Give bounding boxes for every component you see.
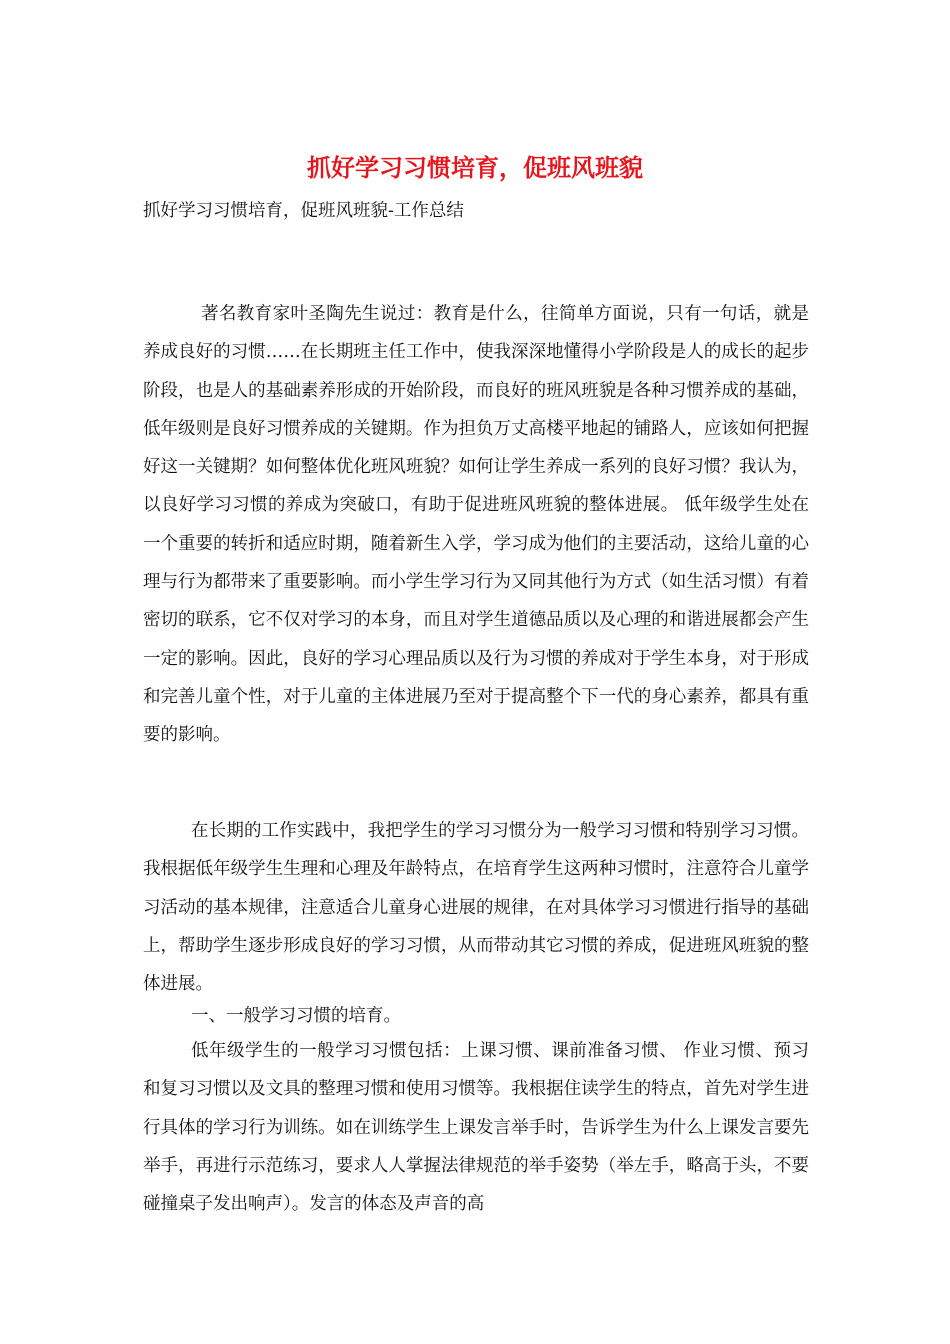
document-subtitle: 抓好学习习惯培育，促班风班貌-工作总结	[143, 201, 464, 221]
paragraph-intro: 著名教育家叶圣陶先生说过：教育是什么，往简单方面说，只有一句话，就是养成良好的习惯……在长期班主任工作中，使我深深地懂得小学阶段是人的成长的起步阶段，也是人的基础素养形成的开始阶段，而良好的班风班貌是各种习惯养成的基础，低年级则是良好习惯养成的关键期。作为担负万丈高楼平地起的铺路人，应该如何把握好这一关键期？如何整体优化班风班貌？如何让学生养成一系列的良好习惯？我认为，以良好学习习惯的养成为突破口，有助于促进班风班貌的整体进展。 低年级学生处在一个重要的转折和适应时期，随着新生入学，学习成为他们的主要活动，这给儿童的心理与行为都带来了重要影响。而小学生学习行为又同其他行为方式（如生活习惯）有着密切的联系，它不仅对学习的本身，而且对学生道德品质以及心理的和谐进展都会产生一定的影响。因此，良好的学习心理品质以及行为习惯的养成对于学生本身，对于形成和完善儿童个性，对于儿童的主体进展乃至对于提高整个下一代的身心素养，都具有重要的影响。	[143, 304, 809, 746]
document-title: 抓好学习习惯培育，促班风班貌	[307, 153, 643, 182]
paragraph-general-habits: 低年级学生的一般学习习惯包括：上课习惯、课前准备习惯、 作业习惯、预习和复习习惯以及文具的整理习惯和使用习惯等。我根据住读学生的特点，首先对学生进行具体的学习行为训练。如在训练学生上课发言举手时，告诉学生为什么上课发言要先举手，再进行示范练习，要求人人掌握法律规范的举手姿势（举左手，略高于头，不要碰撞桌子发出响声）。发言的体态及声音的高	[143, 1041, 809, 1215]
section-heading-general-habits: 一、一般学习习惯的培育。	[191, 1006, 401, 1026]
paragraph-practice: 在长期的工作实践中，我把学生的学习习惯分为一般学习习惯和特别学习习惯。我根据低年级学生生理和心理及年龄特点，在培育学生这两种习惯时，注意符合儿童学习活动的基本规律，注意适合儿童身心进展的规律，在对具体学习习惯进行指导的基础上，帮助学生逐步形成良好的学习习惯，从而带动其它习惯的养成，促进班风班貌的整体进展。	[143, 821, 809, 995]
